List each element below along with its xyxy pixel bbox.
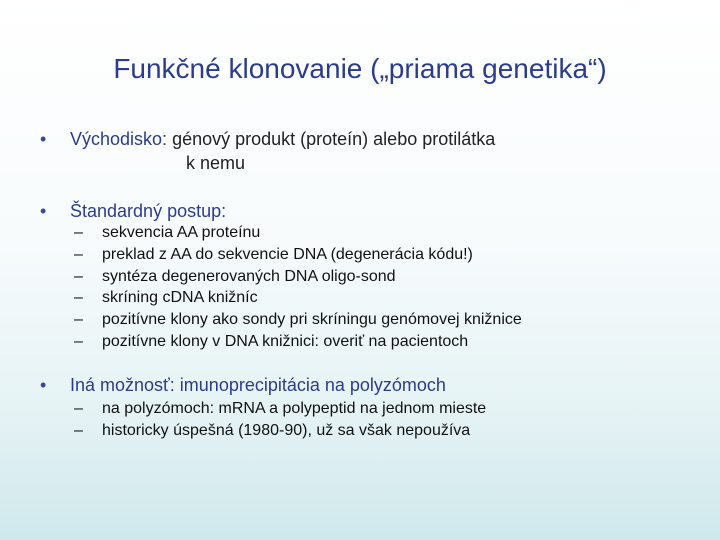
dash-marker: – — [74, 246, 83, 263]
sub-item-text: historicky úspešná (1980-90), už sa však nepoužíva — [102, 422, 471, 439]
bullet-marker: • — [40, 201, 47, 221]
sub-item-text: preklad z AA do sekvencie DNA (degenerácia kódu!) — [102, 246, 473, 263]
bullet-vychodisko-continuation — [186, 152, 245, 174]
bullet-marker: • — [40, 129, 47, 149]
dash-marker: – — [74, 333, 83, 350]
sub-item-text: pozitívne klony ako sondy pri skríningu genómovej knižnice — [102, 311, 522, 328]
sub-item-text: sekvencia AA proteínu — [102, 224, 261, 241]
bullet-vychodisko-text: génový produkt (proteín) alebo protilátka — [167, 129, 496, 149]
bullet-standardny-postup-label: Štandardný postup: — [70, 201, 227, 221]
dash-marker: – — [74, 311, 83, 328]
bullet-marker: • — [40, 375, 47, 395]
dash-marker: – — [74, 400, 83, 417]
dash-marker: – — [74, 289, 83, 306]
bullet-ina-moznost-label: Iná možnosť: imunoprecipitácia na polyzómoch — [70, 375, 446, 395]
bullet-vychodisko-line1 — [70, 128, 495, 150]
bullet-vychodisko-line2: k nemu — [186, 153, 246, 173]
bullet-vychodisko-label: Východisko: — [70, 129, 168, 149]
sub-item-text: skríning cDNA knižníc — [102, 289, 258, 306]
slide-title: Funkčné klonovanie („priama genetika“) — [113, 53, 607, 84]
sub-item-text: pozitívne klony v DNA knižnici: overiť na pacientoch — [102, 333, 469, 350]
dash-marker: – — [74, 422, 83, 439]
sub-item-text: na polyzómoch: mRNA a polypeptid na jednom mieste — [102, 400, 487, 417]
dash-marker: – — [74, 224, 83, 241]
sub-item-text: syntéza degenerovaných DNA oligo-sond — [102, 268, 396, 285]
dash-marker: – — [74, 268, 83, 285]
